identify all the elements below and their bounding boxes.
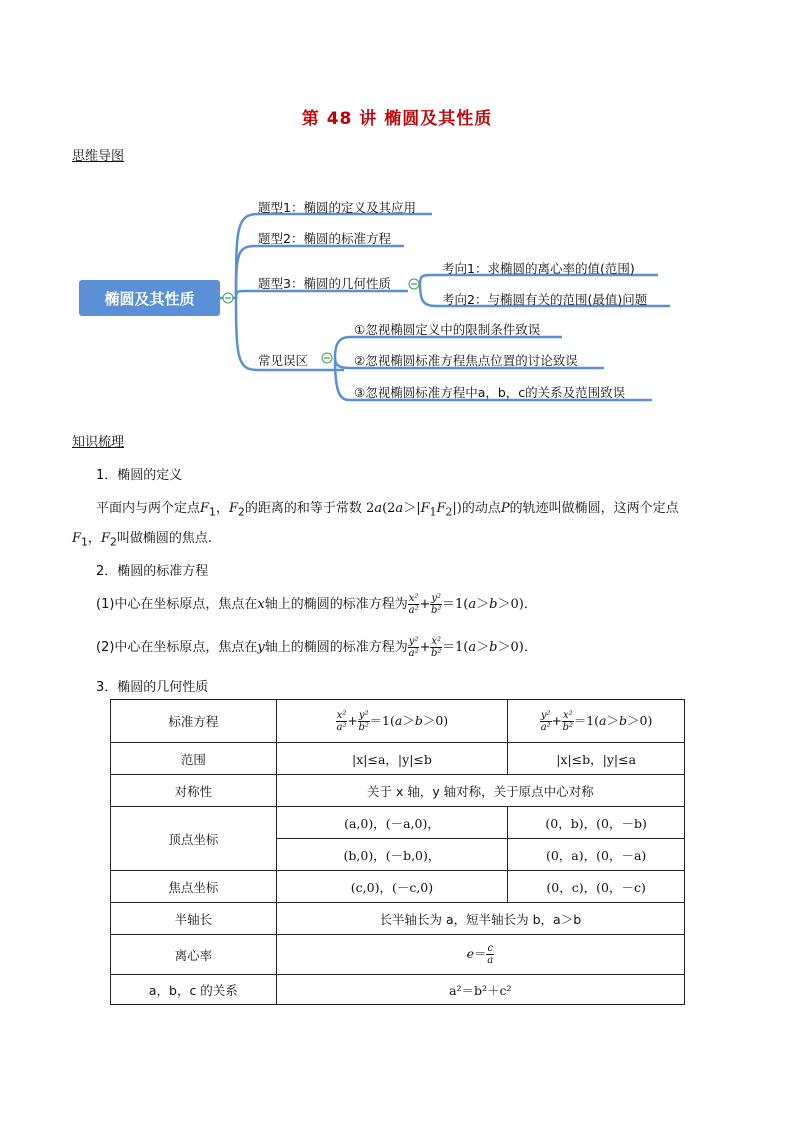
row-label: 焦点坐标 — [111, 871, 277, 903]
mindmap-heading: 思维导图 — [72, 149, 125, 164]
eccentricity-cell: e＝ $\frac{c}{a}$ — [276, 935, 684, 975]
table-row — [111, 935, 685, 975]
type3-child-1: 考向1：求椭圆的离心率的值(范围) — [442, 261, 635, 276]
row-label: 标准方程 — [111, 700, 277, 743]
semi-axis-cell: 长半轴长为 a，短半轴长为 b，a＞b — [276, 903, 684, 935]
table-row — [111, 700, 685, 743]
vertex-x-major: (a,0)，(－a,0)， — [276, 807, 508, 839]
row-label: 半轴长 — [111, 903, 277, 935]
row-label: 对称性 — [111, 775, 277, 807]
branch-type2: 题型2：椭圆的标准方程 — [258, 231, 391, 246]
range-x-cell: |x|≤a，|y|≤b — [276, 743, 508, 775]
section3-title: 3．椭圆的几何性质 — [96, 680, 209, 695]
row-label: 范围 — [111, 743, 277, 775]
mistake-child-3: ③忽视椭圆标准方程中a，b，c的关系及范围致误 — [354, 385, 626, 400]
definition-line1: 平面内与两个定点$F_1$，$F_2$的距离的和等于常数 $2a(2a>|F_1F_2|)$的动点P的轨迹叫做椭圆，这两个定点 — [96, 501, 679, 519]
section1-title: 1．椭圆的定义 — [96, 468, 183, 483]
vertex-y-major: (0，b)，(0，－b) — [508, 807, 685, 839]
knowledge-heading: 知识梳理 — [72, 435, 125, 450]
abc-relation-cell: a²＝b²＋c² — [276, 975, 684, 1005]
row-label: a，b，c 的关系 — [111, 975, 277, 1005]
table-row — [111, 871, 685, 903]
range-y-cell: |x|≤b，|y|≤a — [508, 743, 685, 775]
mindmap-root: 椭圆及其性质 — [79, 280, 220, 316]
eq-x-cell: $\frac{\text{x²}}{\text{a²}}$ + $\frac{\text{y²}}{\text{b²}}$ ＝1(a＞b＞0) — [276, 700, 508, 743]
table-row — [111, 903, 685, 935]
page-title: 第 48 讲 椭圆及其性质 — [301, 109, 493, 129]
vertex-y-minor: (0，a)，(0，－a) — [508, 839, 685, 871]
vertex-x-minor: (b,0)，(－b,0)， — [276, 839, 508, 871]
standard-eq-y: (2)中心在坐标原点，焦点在y轴上的椭圆的标准方程为 $\frac{\text{y²}}{\text{a²}}$ + $\frac{\text{x²}}{\text{b²}}$ ＝1(a＞b＞0)． — [96, 636, 537, 659]
section2-title: 2．椭圆的标准方程 — [96, 564, 209, 579]
type3-child-2: 考向2：与椭圆有关的范围(最值)问题 — [442, 292, 648, 307]
branch-type3: 题型3：椭圆的几何性质 — [258, 276, 391, 291]
focus-y-cell: (0，c)，(0，－c) — [508, 871, 685, 903]
table-row — [111, 975, 685, 1005]
row-label: 离心率 — [111, 935, 277, 975]
table-row — [111, 743, 685, 775]
properties-table — [110, 699, 685, 1005]
branch-type1: 题型1：椭圆的定义及其应用 — [258, 200, 416, 215]
branch-mistakes: 常见误区 — [258, 353, 309, 368]
mistake-child-1: ①忽视椭圆定义中的限制条件致误 — [354, 322, 541, 337]
focus-x-cell: (c,0)，(－c,0) — [276, 871, 508, 903]
standard-eq-x: (1)中心在坐标原点，焦点在x轴上的椭圆的标准方程为 $\frac{\text{x²}}{\text{a²}}$ + $\frac{\text{y²}}{\text{b²}}$ ＝1(a＞b＞0)． — [96, 593, 537, 616]
symmetry-cell: 关于 x 轴，y 轴对称，关于原点中心对称 — [276, 775, 684, 807]
table-row — [111, 807, 685, 839]
mistake-child-2: ②忽视椭圆标准方程焦点位置的讨论致误 — [354, 353, 578, 368]
eq-y-cell: $\frac{\text{y²}}{\text{a²}}$ + $\frac{\text{x²}}{\text{b²}}$ ＝1(a＞b＞0) — [508, 700, 685, 743]
table-row — [111, 775, 685, 807]
row-label: 顶点坐标 — [111, 807, 277, 871]
definition-line2: $F_1$，$F_2$叫做椭圆的焦点. — [72, 531, 212, 549]
